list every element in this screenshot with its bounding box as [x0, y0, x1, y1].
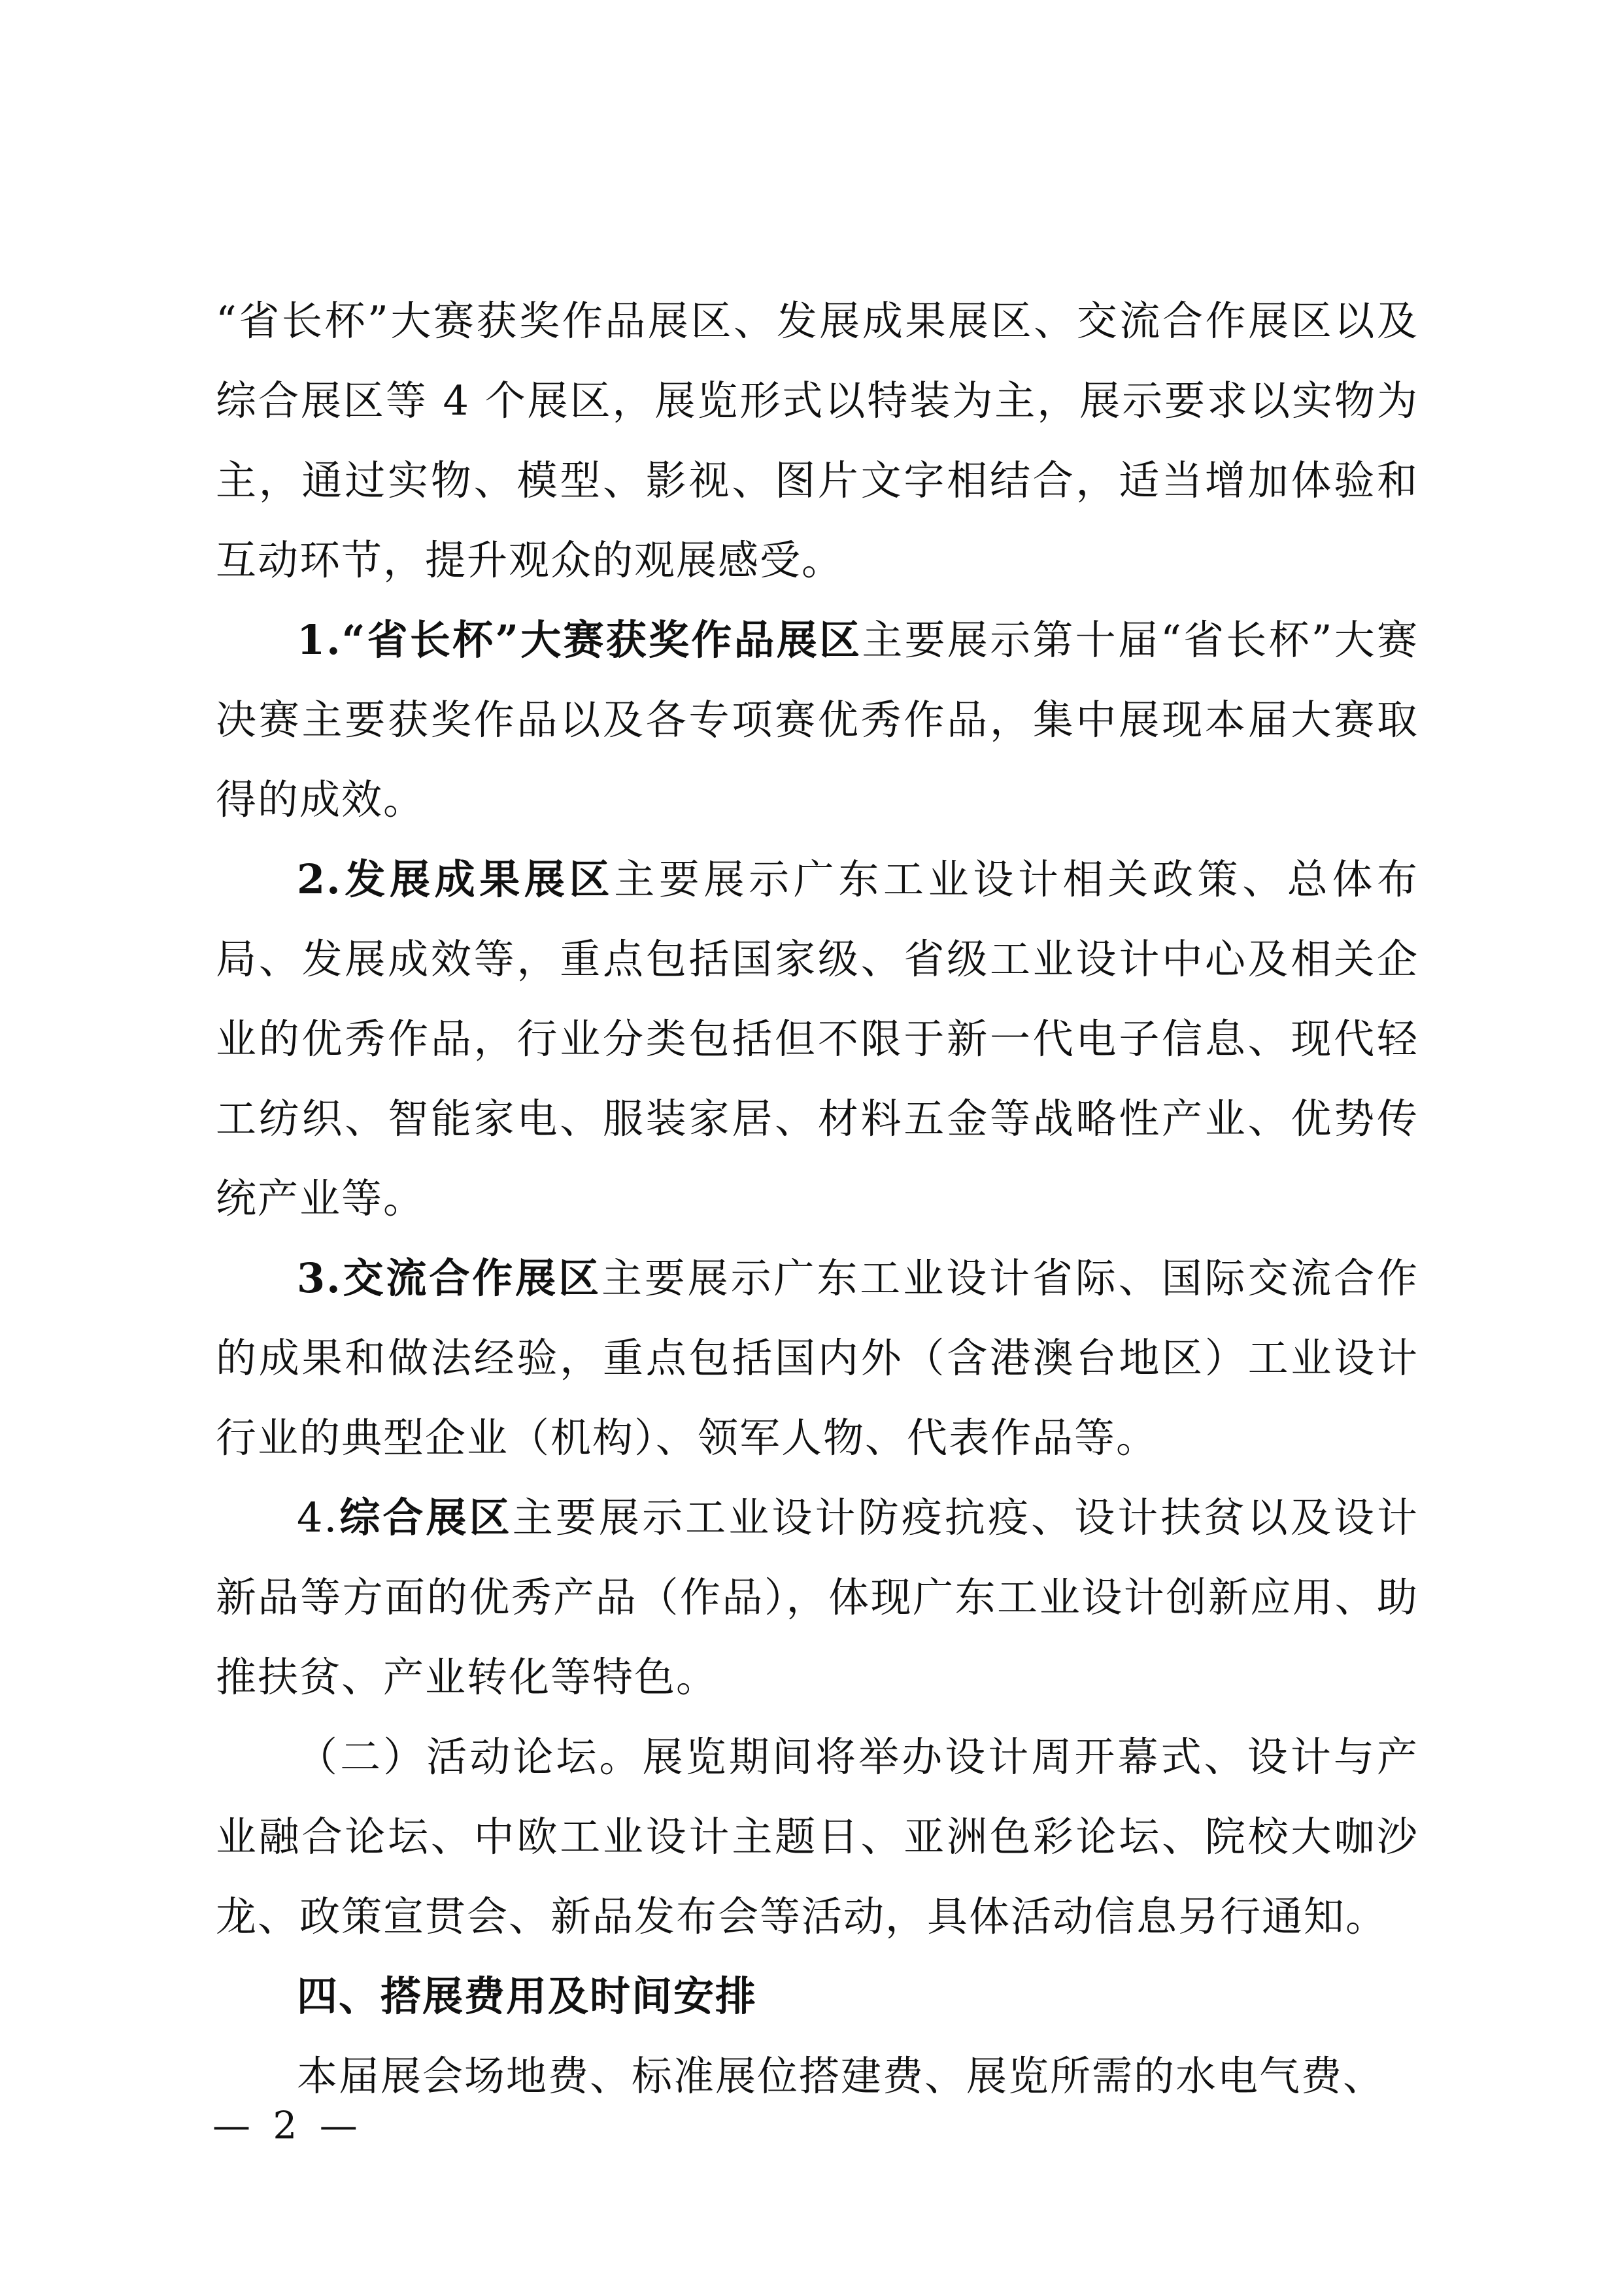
costs-paragraph	[216, 2036, 1419, 2116]
award-works-zone-paragraph	[216, 600, 1419, 840]
cooperation-zone-text: 主要展示广东工业设计省际、国际交流合作的成果和做法经验，重点包括国内外（含港澳台地区）工业设计行业的典型企业（机构）、领军人物、代表作品等。	[216, 1254, 1419, 1462]
exhibit-overview-text: “省长杯”大赛获奖作品展区、发展成果展区、交流合作展区以及综合展区等 4 个展区，展览形式以特装为主，展示要求以实物为主，通过实物、模型、影视、图片文字相结合，适当增加体验和互动环节，提升观众的观展感受。	[216, 297, 1419, 584]
comprehensive-zone-number: 4.	[297, 1494, 339, 1541]
development-zone-paragraph	[216, 840, 1419, 1239]
comprehensive-zone-text: 主要展示工业设计防疫抗疫、设计扶贫以及设计新品等方面的优秀产品（作品），体现广东工业设计创新应用、助推扶贫、产业转化等特色。	[216, 1494, 1419, 1701]
development-zone-text: 主要展示广东工业设计相关政策、总体布局、发展成效等，重点包括国家级、省级工业设计中心及相关企业的优秀作品，行业分类包括但不限于新一代电子信息、现代轻工纺织、智能家电、服装家居、材料五金等战略性产业、优势传统产业等。	[216, 855, 1419, 1222]
comprehensive-zone-paragraph	[216, 1478, 1419, 1717]
cooperation-zone-heading: 3.交流合作展区	[297, 1254, 601, 1302]
page-number: — 2 —	[212, 2103, 363, 2148]
comprehensive-zone-heading: 综合展区	[338, 1494, 513, 1541]
forum-activities-paragraph	[216, 1717, 1419, 1957]
award-works-zone-heading: 1.“省长杯”大赛获奖作品展区	[297, 616, 862, 664]
costs-text: 本届展会场地费、标准展位搭建费、展览所需的水电气费、	[297, 2052, 1385, 2100]
forum-activities-text: （二）活动论坛。展览期间将举办设计周开幕式、设计与产业融合论坛、中欧工业设计主题日、亚洲色彩论坛、院校大咖沙龙、政策宣贯会、新品发布会等活动，具体活动信息另行通知。	[216, 1733, 1419, 1940]
cooperation-zone-paragraph	[216, 1239, 1419, 1478]
award-works-zone-text: 主要展示第十届“省长杯”大赛决赛主要获奖作品以及各专项赛优秀作品，集中展现本届大赛取得的成效。	[216, 616, 1419, 823]
development-zone-heading: 2.发展成果展区	[297, 855, 615, 903]
exhibit-overview-paragraph	[216, 281, 1419, 600]
document-body	[216, 281, 1419, 2116]
section-heading-costs-schedule: 四、搭展费用及时间安排	[297, 1972, 758, 2020]
